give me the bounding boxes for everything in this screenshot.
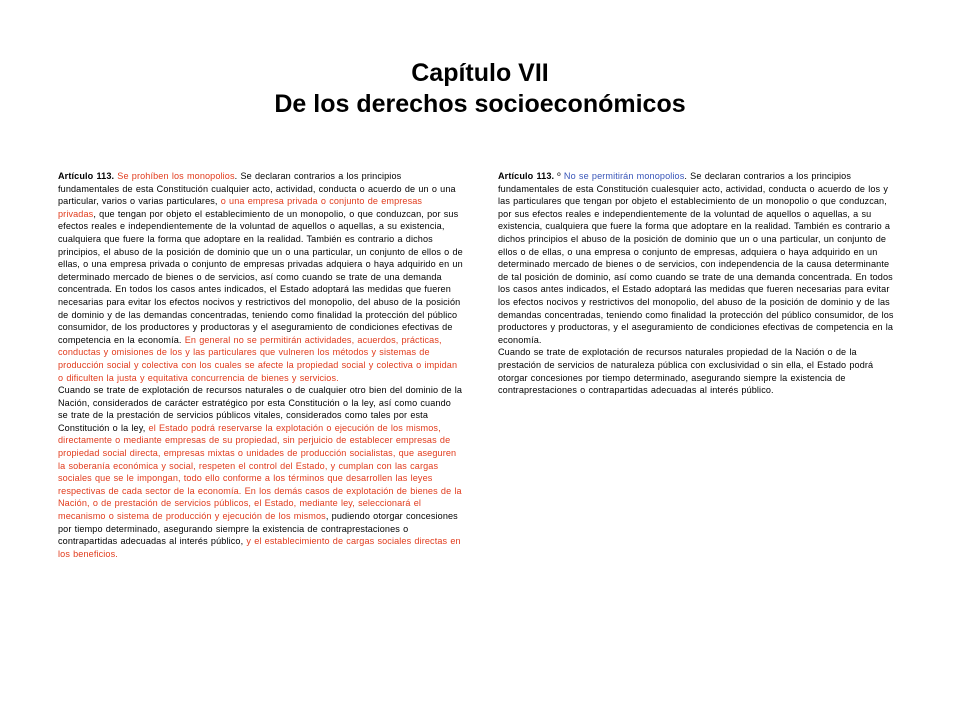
right-column-article	[498, 170, 898, 397]
text-run-red: En general no se permitirán actividades, acuerdos, prácticas, conductas y omisiones de los y las particulares que vulneren los métodos y sistemas de producción social y colectiva con los cuales se afecte la propiedad social y colectiva o impidan o dificulten la justa y equitativa concurrencia de bienes y servicios.	[58, 334, 458, 383]
right-paragraph-1	[498, 170, 898, 346]
text-run-red: el Estado podrá reservarse la explotación o ejecución de los mismos, directamente o mediante empresas de su propiedad, sin perjuicio de establecer empresas de propiedad social directa, empresas mixtas o unidades de producción socialistas, que aseguren la soberanía económica y social, respeten el control del Estado, y cumplan con las cargas sociales que se le impongan, todo ello conforme a los términos que desarrollen las leyes respectivas de cada sector de la economía. En los demás casos de explotación de bienes de la Nación, o de prestación de servicios públicos, el Estado, mediante ley, seleccionará el mecanismo o sistema de producción y ejecución de los mismos	[58, 422, 462, 522]
chapter-title: Capítulo VII	[411, 59, 549, 87]
text-run-plain: . Se declaran contrarios a los principios fundamentales de esta Constitución cualesquier acto, actividad, conducta o acuerdo de los y las particulares que tengan por objeto el establecimiento de un monopolio o que conduzcan, por sus efectos reales e independientemente de la voluntad de aquellos o aquellas, a su existencia, cualquiera que fuere la forma que adoptare en la realidad. También es contrario a dichos principios el abuso de la posición de dominio que un o una particular, un conjunto de ellos o de ellas, o una empresa o conjunto de empresas, adquiera o haya adquirido en un determinado mercado de bienes o de servicios, con independencia de la causa determinante de tal posición de dominio, así como cuando se trate de una demanda concentrada. En todos los casos antes indicados, el Estado adoptará las medidas que fueren necesarias para evitar los efectos nocivos y restrictivos del monopolio, del abuso de la posición de dominio y de las demandas concentradas, teniendo como finalidad la protección del público consumidor, de los productores y productoras, y el aseguramiento de condiciones efectivas de competencia en la economía.	[498, 171, 894, 345]
text-run-blue: No se permitirán monopolios	[563, 171, 685, 181]
text-run-plain: Cuando se trate de explotación de recursos naturales propiedad de la Nación o de la prestación de servicios de naturaleza pública con exclusividad o sin ella, el Estado podrá otorgar concesiones por tiempo determinado, asegurando siempre la existencia de contraprestaciones o contrapartidas adecuadas al interés público.	[498, 347, 874, 396]
article-heading: Artículo 113.	[498, 171, 555, 181]
text-run-red: Se prohíben los monopolios	[117, 171, 235, 181]
text-run-plain: , pudiendo otorgar concesiones por tiempo determinado, asegurando siempre la existencia de contraprestaciones o contrapartidas adecuadas al interés público,	[58, 511, 458, 547]
text-run-red: o una empresa privada o conjunto de empresas privadas	[58, 196, 423, 219]
left-paragraph-1	[58, 170, 463, 384]
chapter-subtitle: De los derechos socioeconómicos	[274, 90, 686, 118]
article-heading: Artículo 113.	[58, 171, 115, 181]
text-run-red: y el establecimiento de cargas sociales directas en los beneficios.	[58, 536, 461, 559]
text-run-plain: , que tengan por objeto el establecimiento de un monopolio, o que conduzcan, por sus efectos reales e independientemente de la voluntad de aquellos o aquellas, a su existencia, cualquiera que fuere la forma que adoptare en la realidad. También es contrario a dichos principios, el abuso de la posición de dominio que un o una particular, un conjunto de ellos o de ellas, o una empresa privada o conjunto de empresas privadas adquiera o haya adquirido en un determinado mercado de bienes o de servicios, así como cuando se trate de una demanda concentrada. En todos los casos antes indicados, el Estado adoptará las medidas que fueren necesarias para evitar los efectos nocivos y restrictivos del monopolio, del abuso de la posición de dominio y de las demandas concentradas, teniendo como finalidad la protección del público consumidor, de los productores y productoras y el aseguramiento de condiciones efectivas de competencia en la economía.	[58, 208, 463, 345]
text-run-plain: Cuando se trate de explotación de recursos naturales o de cualquier otro bien del dominio de la Nación, considerados de carácter estratégico por esta Constitución o la ley, así como cuando se trate de la prestación de servicios públicos vitales, considerados como tales por esta Constitución o la ley,	[58, 385, 463, 433]
left-paragraph-2	[58, 384, 463, 560]
right-paragraph-2	[498, 346, 898, 396]
left-column-article	[58, 170, 463, 560]
text-run-plain: º	[554, 171, 564, 181]
right-paragraph-2-text	[498, 347, 873, 395]
slide-title	[0, 58, 960, 120]
left-paragraph-2-text	[58, 385, 462, 559]
right-paragraph-1-text	[498, 171, 894, 345]
text-run-plain: . Se declaran contrarios a los principios fundamentales de esta Constitución cualquier acto, actividad, conducta o acuerdo de un o una particular, varios o varias particulares,	[58, 171, 456, 207]
left-paragraph-1-text	[58, 171, 463, 383]
